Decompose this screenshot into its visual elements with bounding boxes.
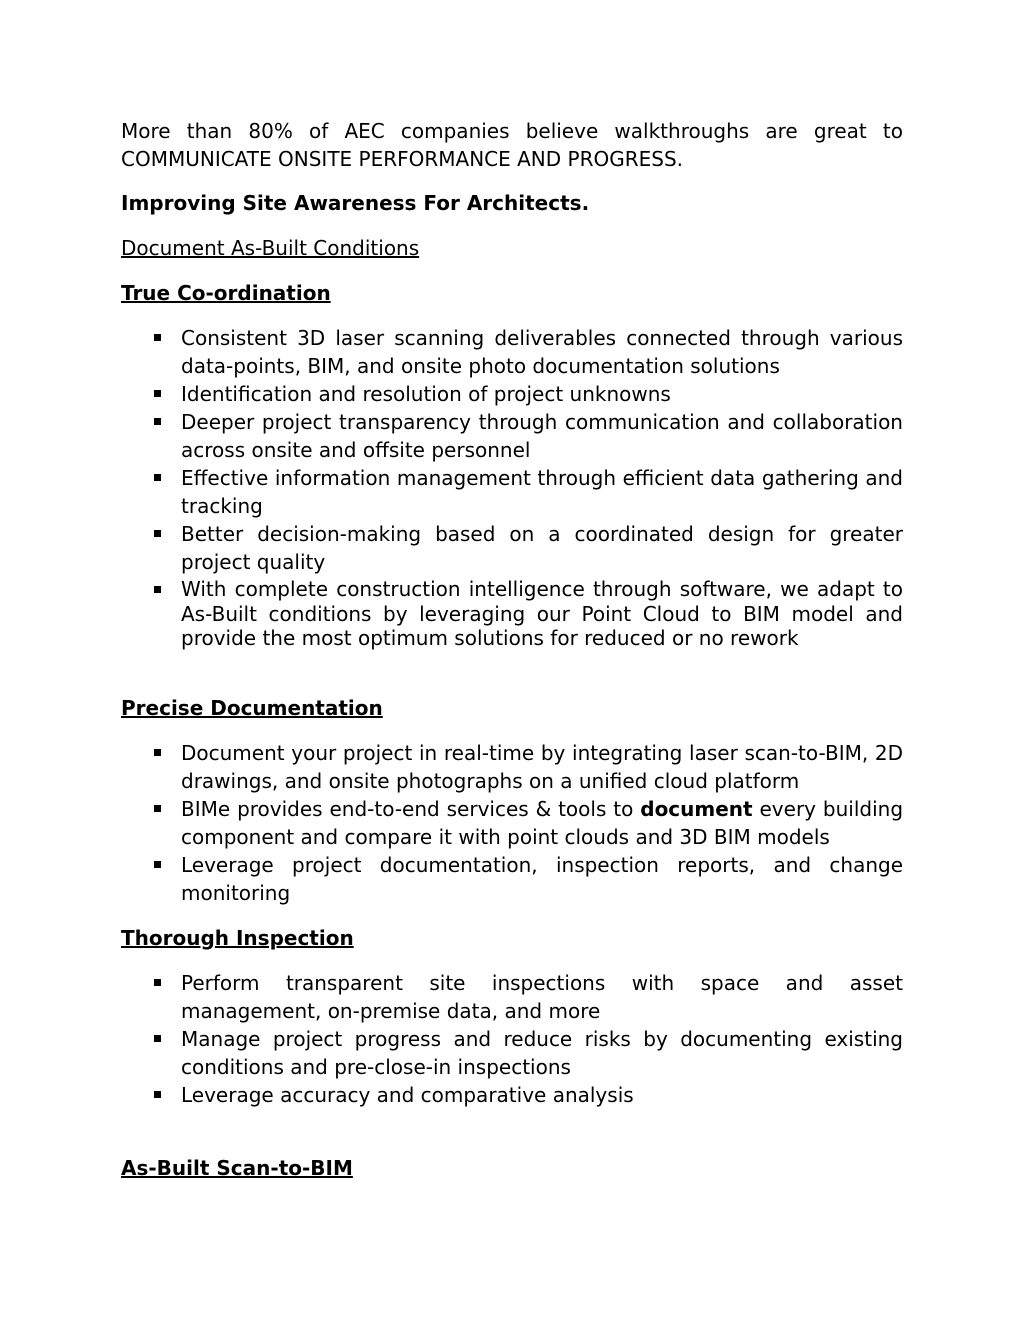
list-item — [121, 576, 903, 651]
square-bullet-icon — [154, 1091, 161, 1098]
list-item — [121, 324, 903, 380]
thorough-inspection-list — [121, 969, 903, 1109]
list-item — [121, 851, 903, 907]
section-title-as-built-scan-to-bim: As-Built Scan-to-BIM — [121, 1155, 353, 1180]
list-item-text: Consistent 3D laser scanning deliverables connected through various data-points, BIM, and onsite photo documentation solutions — [181, 326, 903, 378]
intro-paragraph: More than 80% of AEC companies believe walkthroughs are great to COMMUNICATE ONSITE PERFORMANCE AND PROGRESS. — [121, 119, 903, 171]
true-coordination-list — [121, 324, 903, 651]
list-item-text: Deeper project transparency through communication and collaboration across onsite and offsite personnel — [181, 410, 903, 462]
square-bullet-icon — [154, 418, 161, 425]
list-item — [121, 380, 903, 408]
square-bullet-icon — [154, 979, 161, 986]
square-bullet-icon — [154, 1035, 161, 1042]
square-bullet-icon — [154, 474, 161, 481]
list-item-text: Leverage accuracy and comparative analysis — [181, 1082, 634, 1107]
list-item — [121, 1025, 903, 1081]
list-item — [121, 795, 903, 851]
list-item-text-before: BIMe provides end-to-end services & tools to — [181, 796, 641, 821]
square-bullet-icon — [154, 586, 161, 593]
section-title-precise-documentation: Precise Documentation — [121, 695, 383, 720]
list-item — [121, 408, 903, 464]
architects-heading: Improving Site Awareness For Architects. — [121, 191, 590, 215]
list-item — [121, 739, 903, 795]
section-title-thorough-inspection: Thorough Inspection — [121, 925, 354, 950]
list-item-text: Leverage project documentation, inspection reports, and change monitoring — [181, 852, 903, 905]
list-item — [121, 969, 903, 1025]
square-bullet-icon — [154, 805, 161, 812]
list-item-text: With complete construction intelligence through software, we adapt to As-Built conditions by leveraging our Point Cloud to BIM model and provide the most optimum solutions for reduced or no rework — [181, 577, 903, 650]
square-bullet-icon — [154, 390, 161, 397]
precise-documentation-list — [121, 739, 903, 907]
list-item-text: Better decision-making based on a coordinated design for greater project quality — [181, 522, 903, 574]
section-title-true-coordination: True Co-ordination — [121, 281, 331, 305]
square-bullet-icon — [154, 861, 161, 868]
list-item-text: Document your project in real-time by integrating laser scan-to-BIM, 2D drawings, and onsite photographs on a unified cloud platform — [181, 740, 903, 793]
list-item-text-bold: document — [640, 796, 753, 821]
list-item — [121, 520, 903, 576]
as-built-link[interactable]: Document As-Built Conditions — [121, 236, 420, 260]
list-item-text: Identification and resolution of project unknowns — [181, 382, 671, 406]
square-bullet-icon — [154, 530, 161, 537]
list-item-text: Effective information management through efficient data gathering and tracking — [181, 466, 903, 518]
list-item-text: Perform transparent site inspections with space and asset management, on-premise data, and more — [181, 970, 903, 1023]
square-bullet-icon — [154, 334, 161, 341]
list-item-text-after: every building component and compare it with point clouds and 3D BIM models — [181, 796, 904, 849]
document-page — [121, 117, 903, 1182]
list-item — [121, 464, 903, 520]
square-bullet-icon — [154, 749, 161, 756]
list-item — [121, 1081, 903, 1109]
list-item-text: Manage project progress and reduce risks by documenting existing conditions and pre-close-in inspections — [181, 1026, 903, 1079]
